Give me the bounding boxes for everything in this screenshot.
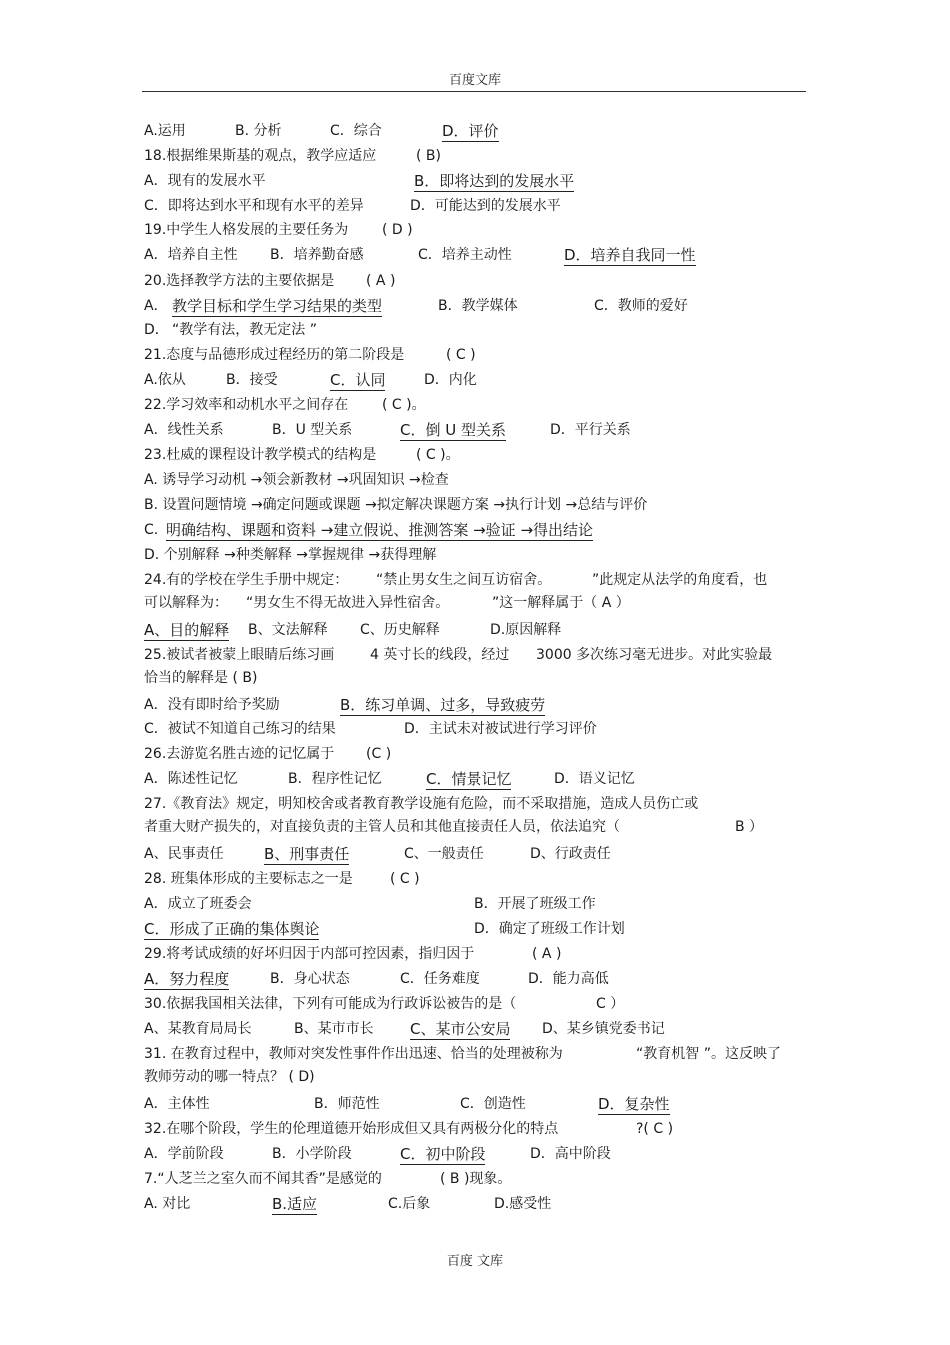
answer-underlined: B．即将达到的发展水平 <box>414 172 575 190</box>
option-text: A. 对比 <box>144 1196 191 1212</box>
option-text: A、某教育局局长 <box>144 1021 252 1037</box>
option-text: B．教学媒体 <box>438 298 518 314</box>
option-text: D．可能达到的发展水平 <box>410 198 561 214</box>
option-text: C ） <box>596 996 625 1012</box>
option-text: ”这一解释属于（ A ） <box>492 595 630 611</box>
answer-underlined: D．培养自我同一性 <box>564 246 696 264</box>
option-text: D．主试未对被试进行学习评价 <box>404 721 597 737</box>
answer-underlined: B、刑事责任 <box>264 845 350 863</box>
option-text: 23.杜威的课程设计教学模式的结构是 <box>144 447 377 463</box>
option-text: D.感受性 <box>494 1196 552 1212</box>
option-text: C．创造性 <box>460 1096 526 1112</box>
option-text: ( B )现象。 <box>440 1171 512 1187</box>
option-text: B ） <box>735 819 764 835</box>
option-text: A． <box>144 298 168 314</box>
option-text: D、行政责任 <box>530 846 611 862</box>
option-text: ( D ) <box>382 222 413 238</box>
option-text: 29.将考试成绩的好坏归因于内部可控因素，指归因于 <box>144 946 475 962</box>
option-text: A、民事责任 <box>144 846 224 862</box>
option-text: 18.根据维果斯基的观点，教学应适应 <box>144 148 377 164</box>
option-text: 30.依据我国相关法律，下列有可能成为行政诉讼被告的是（ <box>144 996 517 1012</box>
option-text: 25.被试者被蒙上眼睛后练习画 <box>144 647 335 663</box>
answer-underlined: A．努力程度 <box>144 970 230 988</box>
option-text: D. 个别解释 →种类解释 →掌握规律 →获得理解 <box>144 547 437 563</box>
option-text: B．身心状态 <box>270 971 350 987</box>
option-text: A.依从 <box>144 372 186 388</box>
option-text: “教育机智 ”。这反映了 <box>636 1046 781 1062</box>
option-text: C．培养主动性 <box>418 247 512 263</box>
option-text: B．师范性 <box>314 1096 380 1112</box>
answer-underlined: C．形成了正确的集体舆论 <box>144 920 320 938</box>
option-text: A．成立了班委会 <box>144 896 252 912</box>
option-text: (C ) <box>366 746 392 762</box>
option-text: B．U 型关系 <box>272 422 353 438</box>
option-text: “教学有法，教无定法 ” <box>172 322 317 338</box>
option-text: 26.去游览名胜古迹的记忆属于 <box>144 746 335 762</box>
option-text: ( B) <box>416 148 441 164</box>
option-text: C．即将达到水平和现有水平的差异 <box>144 198 364 214</box>
option-text: D．语义记忆 <box>554 771 635 787</box>
answer-underlined: C．认同 <box>330 371 386 389</box>
option-text: 22.学习效率和动机水平之间存在 <box>144 397 349 413</box>
option-text: ( A ) <box>532 946 562 962</box>
option-text: D．高中阶段 <box>530 1146 611 1162</box>
answer-underlined: B.适应 <box>272 1195 318 1213</box>
option-text: 24.有的学校在学生手册中规定： <box>144 572 349 588</box>
option-text: C．教师的爱好 <box>594 298 688 314</box>
option-text: D．能力高低 <box>528 971 609 987</box>
option-text: 27.《教育法》规定，明知校舍或者教育教学设施有危险，而不采取措施，造成人员伤亡或 <box>144 796 699 812</box>
option-text: C.后象 <box>388 1196 431 1212</box>
option-text: C、一般责任 <box>404 846 484 862</box>
option-text: B、文法解释 <box>248 622 328 638</box>
answer-underlined: D．评价 <box>442 122 499 140</box>
option-text: 20.选择教学方法的主要依据是 <box>144 273 335 289</box>
option-text: ”此规定从法学的角度看，也 <box>592 572 768 588</box>
option-text: B、某市市长 <box>294 1021 374 1037</box>
answer-underlined: C．倒 U 型关系 <box>400 421 506 439</box>
option-text: A.运用 <box>144 123 186 139</box>
header-divider <box>142 91 806 92</box>
option-text: B．培养勤奋感 <box>270 247 364 263</box>
option-text: D、某乡镇党委书记 <box>542 1021 665 1037</box>
option-text: A．现有的发展水平 <box>144 173 266 189</box>
page-header: 百度文库 <box>448 73 501 88</box>
option-text: 3000 多次练习毫无进步。对此实验最 <box>536 647 773 663</box>
option-text: D.原因解释 <box>490 622 562 638</box>
option-text: 教师劳动的哪一特点？ ( D) <box>144 1069 315 1085</box>
answer-underlined: 教学目标和学生学习结果的类型 <box>172 297 383 315</box>
page-footer: 百度 文库 <box>446 1254 504 1269</box>
option-text: C、历史解释 <box>360 622 440 638</box>
option-text: B．小学阶段 <box>272 1146 352 1162</box>
option-text: ?( C ) <box>636 1121 674 1137</box>
option-text: 4 英寸长的线段，经过 <box>370 647 510 663</box>
option-text: B. 分析 <box>235 123 282 139</box>
option-text: ( C )。 <box>416 447 460 463</box>
option-text: C. <box>144 522 159 538</box>
option-text: A．学前阶段 <box>144 1146 224 1162</box>
option-text: C．被试不知道自己练习的结果 <box>144 721 336 737</box>
option-text: 21.态度与品德形成过程经历的第二阶段是 <box>144 347 405 363</box>
option-text: ( A ) <box>366 273 396 289</box>
answer-underlined: B．练习单调、过多，导致疲劳 <box>340 696 546 714</box>
answer-underlined: D．复杂性 <box>598 1095 670 1113</box>
option-text: ( C ) <box>390 871 420 887</box>
option-text: A．陈述性记忆 <box>144 771 238 787</box>
option-text: B．开展了班级工作 <box>474 896 596 912</box>
answer-underlined: C．初中阶段 <box>400 1145 486 1163</box>
option-text: ( C )。 <box>382 397 426 413</box>
option-text: 可以解释为： <box>144 595 228 611</box>
option-text: A. 诱导学习动机 →领会新教材 →巩固知识 →检查 <box>144 472 449 488</box>
option-text: “男女生不得无故进入异性宿舍。 <box>246 595 450 611</box>
option-text: B．接受 <box>226 372 278 388</box>
option-text: D．内化 <box>424 372 477 388</box>
option-text: B. 设置问题情境 →确定问题或课题 →拟定解决课题方案 →执行计划 →总结与评价 <box>144 497 648 513</box>
answer-underlined: C．情景记忆 <box>426 770 512 788</box>
option-text: D． <box>144 322 169 338</box>
option-text: 恰当的解释是 ( B) <box>144 670 258 686</box>
answer-underlined: C、某市公安局 <box>410 1020 511 1038</box>
option-text: B．程序性记忆 <box>288 771 382 787</box>
option-text: 者重大财产损失的，对直接负责的主管人员和其他直接责任人员，依法追究（ <box>144 819 620 835</box>
option-text: 32.在哪个阶段，学生的伦理道德开始形成但又具有两极分化的特点 <box>144 1121 559 1137</box>
option-text: A．主体性 <box>144 1096 210 1112</box>
answer-underlined: 明确结构、课题和资料 →建立假说、推测答案 →验证 →得出结论 <box>166 521 594 539</box>
option-text: C．综合 <box>330 123 382 139</box>
option-text: ( C ) <box>446 347 476 363</box>
option-text: D．平行关系 <box>550 422 631 438</box>
option-text: 7.“人芝兰之室久而不闻其香”是感觉的 <box>144 1171 382 1187</box>
option-text: 28. 班集体形成的主要标志之一是 <box>144 871 353 887</box>
option-text: A．培养自主性 <box>144 247 238 263</box>
option-text: 31. 在教育过程中，教师对突发性事件作出迅速、恰当的处理被称为 <box>144 1046 563 1062</box>
option-text: C．任务难度 <box>400 971 480 987</box>
option-text: A．没有即时给予奖励 <box>144 697 280 713</box>
answer-underlined: A、目的解释 <box>144 621 230 639</box>
option-text: A．线性关系 <box>144 422 224 438</box>
option-text: 19.中学生人格发展的主要任务为 <box>144 222 349 238</box>
option-text: “禁止男女生之间互访宿舍。 <box>376 572 552 588</box>
option-text: D．确定了班级工作计划 <box>474 921 625 937</box>
